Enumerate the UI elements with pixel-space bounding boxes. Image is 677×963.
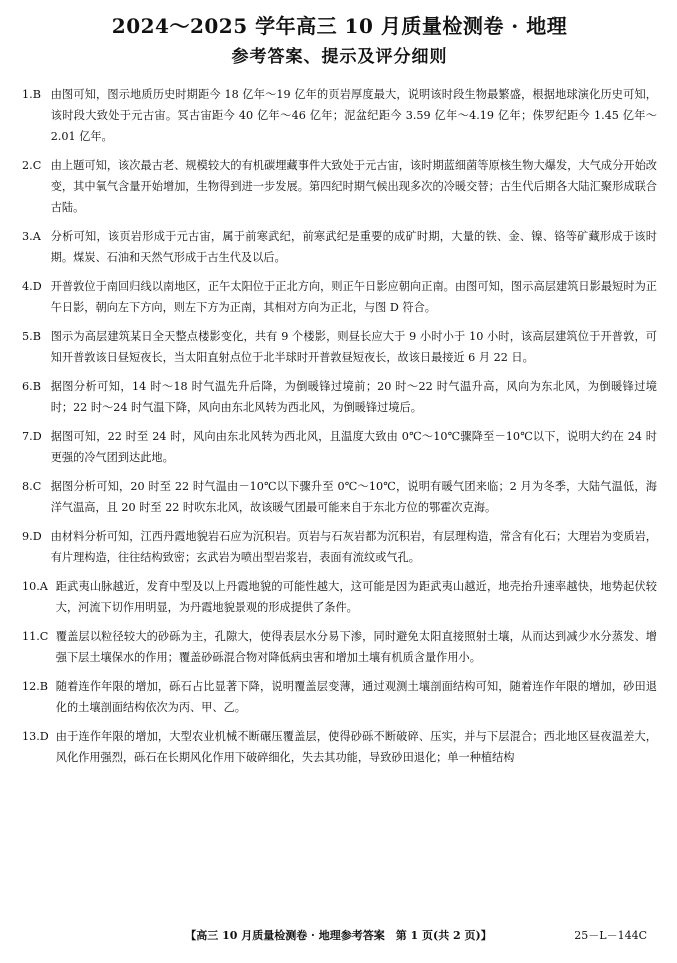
answer-key: A <box>32 230 41 243</box>
answer-number: 12. <box>22 680 40 693</box>
answer-item-3 <box>22 226 657 268</box>
answer-key: C <box>39 630 49 643</box>
answer-item-4 <box>22 276 657 318</box>
footer-doc-code: 25－L－144C <box>574 929 647 942</box>
answer-explanation: 随着连作年限的增加，砾石占比显著下降，说明覆盖层变薄，通过观测土壤剖面结构可知，随着连作年限的增加，砂田退化的土壤剖面结构依次为丙、甲、乙。 <box>55 680 657 714</box>
answer-explanation: 距武夷山脉越近，发育中型及以上丹霞地貌的可能性越大，这可能是因为距武夷山越近，地壳抬升速率越快，地势起伏较大，河流下切作用明显，为丹霞地貌景观的形成提供了条件。 <box>55 580 657 614</box>
answer-item-2 <box>22 155 657 218</box>
answer-number: 3. <box>22 230 33 243</box>
answer-explanation: 图示为高层建筑某日全天整点楼影变化，共有 9 个楼影，则昼长应大于 9 小时小于 10 小时，该高层建筑位于开普敦，可知开普敦该日昼短夜长，当太阳直射点位于北半球时开普敦昼短夜长，故该日最接近 6 月 22 日。 <box>50 330 657 364</box>
answer-number: 10. <box>22 580 40 593</box>
answer-explanation: 由图可知，图示地质历史时期距今 18 亿年～19 亿年的页岩厚度最大，说明该时段生物最繁盛，根据地球演化历史可知，该时段大致处于元古宙。冥古宙距今 40 亿年～46 亿年；泥盆纪距今 3.59 亿年～4.19 亿年；侏罗纪距今 1.45 亿年～2.01 亿年。 <box>50 88 657 143</box>
answer-explanation: 据图分析可知，14 时～18 时气温先升后降，为倒暖锋过境前；20 时～22 时气温升高，风向为东北风，为倒暖锋过境时；22 时～24 时气温下降，风向由东北风转为西北风，为倒暖锋过境后。 <box>50 380 657 414</box>
answer-explanation: 由材料分析可知，江西丹霞地貌岩石应为沉积岩。页岩与石灰岩都为沉积岩，有层理构造，常含有化石；大理岩为变质岩，有片理构造，往往结构致密；玄武岩为喷出型岩浆岩，表面有流纹或气孔。 <box>50 530 657 564</box>
answer-key: B <box>32 380 41 393</box>
answer-item-6 <box>22 376 657 418</box>
answer-key: D <box>32 280 42 293</box>
answer-number: 9. <box>22 530 33 543</box>
answer-key: D <box>39 730 49 743</box>
answer-item-7 <box>22 426 657 468</box>
answer-key: A <box>39 580 48 593</box>
answer-explanation: 分析可知，该页岩形成于元古宙，属于前寒武纪，前寒武纪是重要的成矿时期，大量的铁、金、镍、铬等矿藏形成于该时期。煤炭、石油和天然气形成于古生代及以后。 <box>50 230 657 264</box>
answer-key: C <box>32 480 42 493</box>
answer-explanation: 据图分析可知，20 时至 22 时气温由－10℃以下骤升至 0℃～10℃，说明有暖气团来临；2 月为冬季，大陆气温低，海洋气温高，且 20 时至 22 时吹东北风，故该暖气团最可能来自于东北方位的鄂霍次克海。 <box>50 480 657 514</box>
answer-explanation: 由上题可知，该次最古老、规模较大的有机碳埋藏事件大致处于元古宙，该时期蓝细菌等原核生物大爆发，大气成分开始改变，其中氧气含量开始增加，生物得到进一步发展。第四纪时期气候出现多次的冷暖交替；古生代后期各大陆汇聚形成联合古陆。 <box>50 159 657 214</box>
answer-number: 7. <box>22 430 33 443</box>
answer-number: 13. <box>22 730 40 743</box>
answer-number: 6. <box>22 380 33 393</box>
answer-number: 11. <box>22 630 40 643</box>
answer-item-1 <box>22 84 657 147</box>
answer-item-12 <box>22 676 657 718</box>
answer-number: 1. <box>22 88 33 101</box>
answer-explanation: 覆盖层以粒径较大的砂砾为主，孔隙大，使得表层水分易下渗，同时避免太阳直接照射土壤，从而达到减少水分蒸发、增强下层土壤保水的作用；覆盖砂砾混合物对降低病虫害和增加土壤有机质含量作用小。 <box>55 630 657 664</box>
answer-item-10 <box>22 576 657 618</box>
answer-number: 5. <box>22 330 33 343</box>
answer-item-8 <box>22 476 657 518</box>
answer-key: D <box>32 430 42 443</box>
answer-item-11 <box>22 626 657 668</box>
answer-key: D <box>32 530 42 543</box>
answer-item-13 <box>22 726 657 768</box>
answer-key: B <box>39 680 49 693</box>
answer-list <box>22 84 657 768</box>
footer-page-info: 【高三 10 月质量检测卷 · 地理参考答案 第 1 页(共 2 页)】 <box>185 929 492 942</box>
answer-key: C <box>32 159 42 172</box>
answer-explanation: 由于连作年限的增加，大型农业机械不断碾压覆盖层，使得砂砾不断破碎、压实，并与下层混合；西北地区昼夜温差大，风化作用强烈，砾石在长期风化作用下破碎细化，失去其功能，导致砂田退化；单一种植结构 <box>55 730 657 764</box>
answer-item-5 <box>22 326 657 368</box>
answer-explanation: 开普敦位于南回归线以南地区，正午太阳位于正北方向，则正午日影应朝向正南。由图可知，图示高层建筑日影最短时为正午日影，朝向左下方向，则左下方为正南，其相对方向为正北，与图 D 符合。 <box>50 280 657 314</box>
answer-explanation: 据图可知，22 时至 24 时，风向由东北风转为西北风，且温度大致由 0℃～10℃骤降至－10℃以下，说明大约在 24 时更强的冷气团到达此地。 <box>50 430 657 464</box>
page-footer <box>0 927 677 945</box>
answer-number: 4. <box>22 280 33 293</box>
page-subtitle: 参考答案、提示及评分细则 <box>231 47 448 67</box>
answer-number: 8. <box>22 480 33 493</box>
answer-item-9 <box>22 526 657 568</box>
answer-number: 2. <box>22 159 33 172</box>
answer-key: B <box>32 88 41 101</box>
answer-key: B <box>32 330 41 343</box>
page-title: 2024～2025 学年高三 10 月质量检测卷 · 地理 <box>111 14 568 38</box>
